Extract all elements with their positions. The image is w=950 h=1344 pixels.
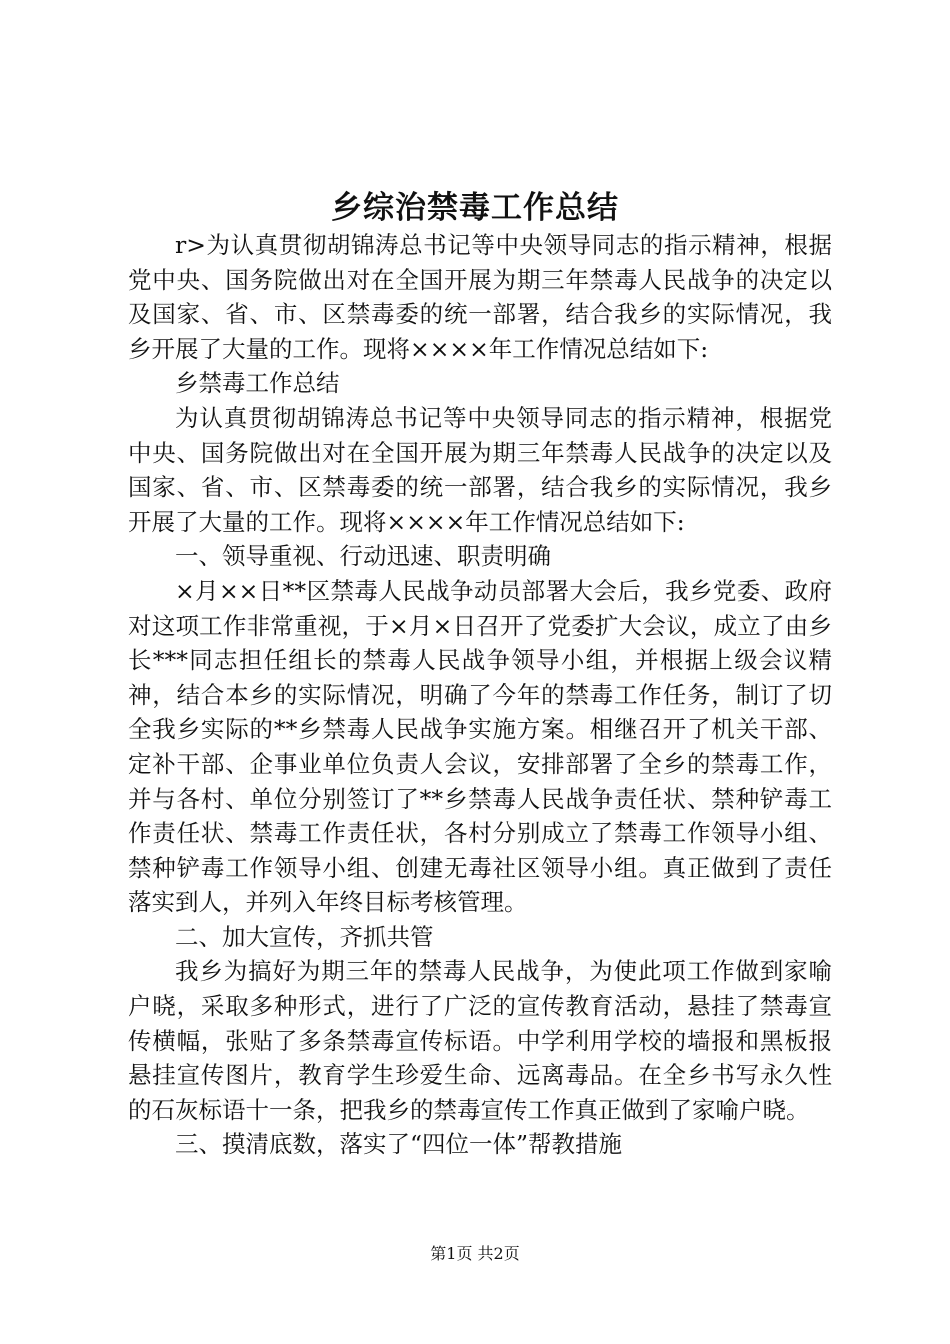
- intro-paragraph: r>为认真贯彻胡锦涛总书记等中央领导同志的指示精神，根据党中央、国务院做出对在全国开展为期三年禁毒人民战争的决定以及国家、省、市、区禁毒委的统一部署，结合我乡的实际情况，我乡开展了大量的工作。现将××××年工作情况总结如下:: [128, 231, 832, 363]
- section-heading-2: 二、加大宣传，齐抓共管: [175, 922, 434, 951]
- subtitle-heading: 乡禁毒工作总结: [175, 369, 340, 398]
- section-heading-1: 一、领导重视、行动迅速、职责明确: [175, 542, 551, 571]
- section-1-paragraph: ×月××日**区禁毒人民战争动员部署大会后，我乡党委、政府对这项工作非常重视，于×月×日召开了党委扩大会议，成立了由乡长***同志担任组长的禁毒人民战争领导小组，并根据上级会议精神，结合本乡的实际情况，明确了今年的禁毒工作任务，制订了切全我乡实际的**乡禁毒人民战争实施方案。相继召开了机关干部、定补干部、企事业单位负责人会议，安排部署了全乡的禁毒工作，并与各村、单位分别签订了**乡禁毒人民战争责任状、禁种铲毒工作责任状、禁毒工作责任状，各村分别成立了禁毒工作领导小组、禁种铲毒工作领导小组、创建无毒社区领导小组。真正做到了责任落实到人，并列入年终目标考核管理。: [128, 576, 832, 917]
- section-2-paragraph: 我乡为搞好为期三年的禁毒人民战争，为使此项工作做到家喻户晓，采取多种形式，进行了广泛的宣传教育活动，悬挂了禁毒宣传横幅，张贴了多条禁毒宣传标语。中学利用学校的墙报和黑板报悬挂宣传图片，教育学生珍爱生命、远离毒品。在全乡书写永久性的石灰标语十一条，把我乡的禁毒宣传工作真正做到了家喻户晓。: [128, 957, 832, 1124]
- page-number-footer: 第1页 共2页: [430, 1244, 520, 1263]
- body-paragraph: 为认真贯彻胡锦涛总书记等中央领导同志的指示精神，根据党中央、国务院做出对在全国开展为期三年禁毒人民战争的决定以及国家、省、市、区禁毒委的统一部署，结合我乡的实际情况，我乡开展了大量的工作。现将××××年工作情况总结如下:: [128, 403, 832, 536]
- section-heading-3: 三、摸清底数，落实了“四位一体”帮教措施: [175, 1130, 623, 1159]
- page-title: 乡综治禁毒工作总结: [331, 190, 619, 226]
- document-body: [128, 228, 832, 1162]
